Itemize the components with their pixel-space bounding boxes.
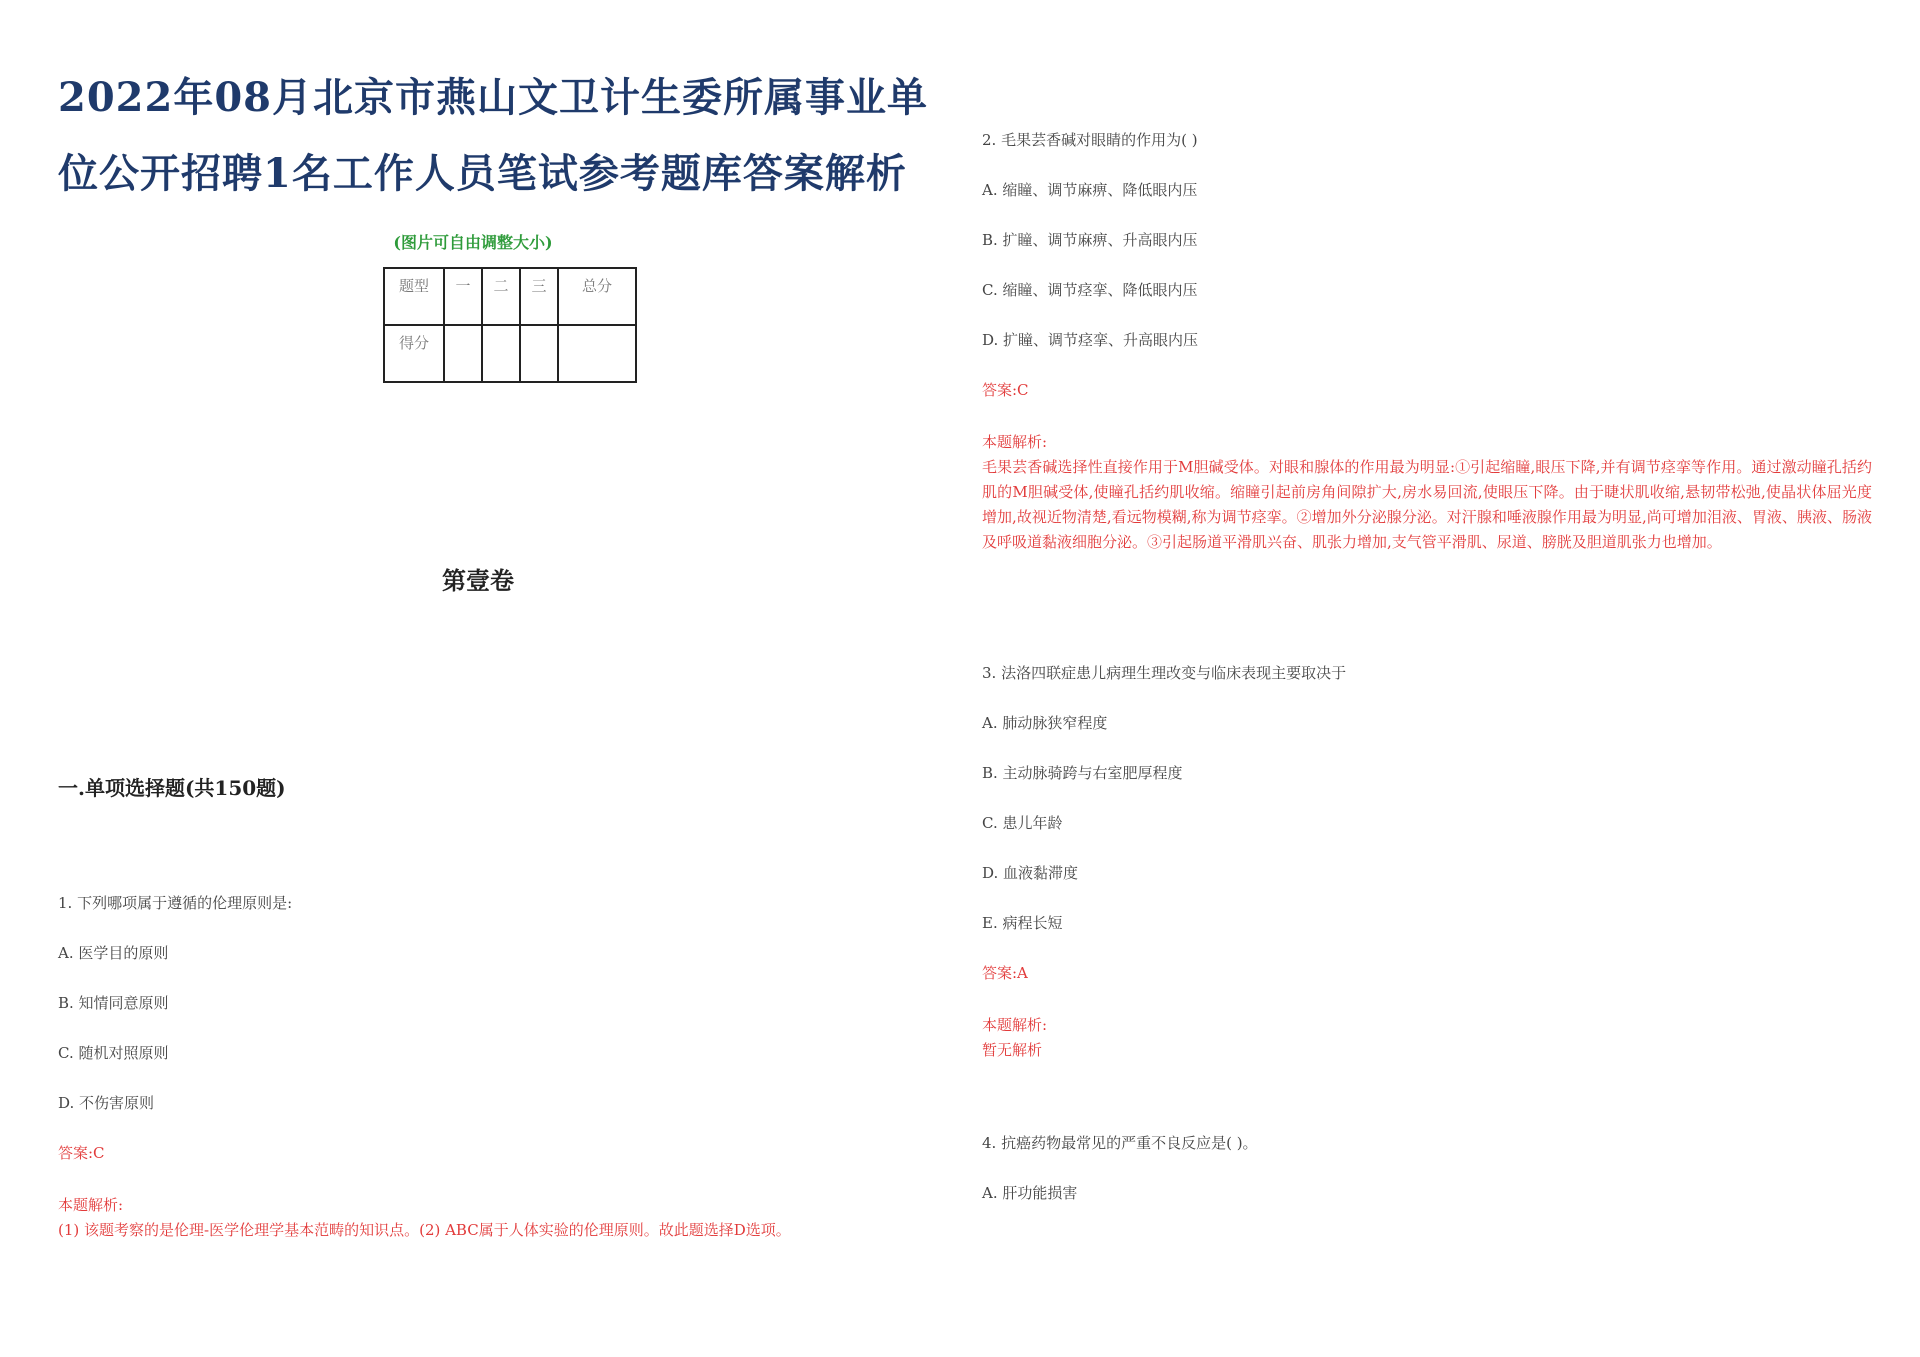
document-title (58, 60, 953, 212)
option-a: A. 医学目的原则 (58, 944, 169, 962)
option-a: A. 缩瞳、调节麻痹、降低眼内压 (982, 181, 1198, 199)
explanation-text: 毛果芸香碱选择性直接作用于M胆碱受体。对眼和腺体的作用最为明显:①引起缩瞳,眼压下降,并有调节痉挛等作用。通过激动瞳孔括约肌的M胆碱受体,使瞳孔括约肌收缩。缩瞳引起前房角间隙扩大,房水易回流,使眼压下降。由于睫状肌收缩,悬韧带松弛,使晶状体屈光度增加,故视近物清楚,看远物模糊,称为调节痉挛。②增加外分泌腺分泌。对汗腺和唾液腺作用最为明显,尚可增加泪液、胃液、胰液、肠液及呼吸道黏液细胞分泌。③引起肠道平滑肌兴奋、肌张力增加,支气管平滑肌、尿道、膀胱及胆道肌张力也增加。 (982, 458, 1872, 551)
question-3 (982, 663, 1872, 1063)
answer-text: 答案:A (982, 964, 1028, 982)
question-stem: 3. 法洛四联症患儿病理生理改变与临床表现主要取决于 (982, 664, 1347, 682)
score-cell-1[interactable] (444, 325, 482, 382)
left-column (58, 60, 953, 1243)
option-c: C. 缩瞳、调节痉挛、降低眼内压 (982, 281, 1198, 299)
score-table-score-row (384, 325, 636, 382)
right-column (982, 130, 1872, 1233)
score-row-label: 得分 (384, 325, 444, 382)
question-4 (982, 1133, 1872, 1233)
score-table (383, 267, 637, 383)
score-header-2: 二 (482, 268, 520, 325)
question-1 (58, 893, 953, 1243)
option-c: C. 随机对照原则 (58, 1044, 169, 1062)
title-line-1: 2022年08月北京市燕山文卫计生委所属事业单 (58, 74, 928, 121)
score-header-type: 题型 (384, 268, 444, 325)
title-line-2: 位公开招聘1名工作人员笔试参考题库答案解析 (58, 150, 907, 197)
option-b: B. 主动脉骑跨与右室肥厚程度 (982, 764, 1183, 782)
question-2 (982, 130, 1872, 555)
score-header-3: 三 (520, 268, 558, 325)
question-stem: 4. 抗癌药物最常见的严重不良反应是( )。 (982, 1134, 1258, 1152)
resize-note: (图片可自由调整大小) (393, 233, 553, 252)
answer-text: 答案:C (982, 381, 1029, 399)
option-a: A. 肺动脉狭窄程度 (982, 714, 1108, 732)
volume-title: 第壹卷 (442, 566, 514, 595)
explanation-text: (1) 该题考察的是伦理-医学伦理学基本范畴的知识点。(2) ABC属于人体实验的伦理原则。故此题选择D选项。 (58, 1221, 791, 1239)
answer-text: 答案:C (58, 1144, 105, 1162)
option-a: A. 肝功能损害 (982, 1184, 1078, 1202)
option-d: D. 血液黏滞度 (982, 864, 1079, 882)
score-header-1: 一 (444, 268, 482, 325)
option-c: C. 患儿年龄 (982, 814, 1063, 832)
option-b: B. 扩瞳、调节麻痹、升高眼内压 (982, 231, 1198, 249)
score-table-header-row (384, 268, 636, 325)
section-title: 一.单项选择题(共150题) (58, 776, 286, 800)
question-stem: 1. 下列哪项属于遵循的伦理原则是: (58, 894, 293, 912)
option-d: D. 不伤害原则 (58, 1094, 155, 1112)
score-cell-2[interactable] (482, 325, 520, 382)
option-b: B. 知情同意原则 (58, 994, 169, 1012)
option-e: E. 病程长短 (982, 914, 1063, 932)
explanation-title: 本题解析: (982, 1016, 1048, 1034)
option-d: D. 扩瞳、调节痉挛、升高眼内压 (982, 331, 1199, 349)
score-cell-total[interactable] (558, 325, 636, 382)
score-header-total: 总分 (558, 268, 636, 325)
explanation-title: 本题解析: (58, 1196, 124, 1214)
score-cell-3[interactable] (520, 325, 558, 382)
question-stem: 2. 毛果芸香碱对眼睛的作用为( ) (982, 131, 1198, 149)
explanation-title: 本题解析: (982, 433, 1048, 451)
explanation-text: 暂无解析 (982, 1041, 1043, 1059)
